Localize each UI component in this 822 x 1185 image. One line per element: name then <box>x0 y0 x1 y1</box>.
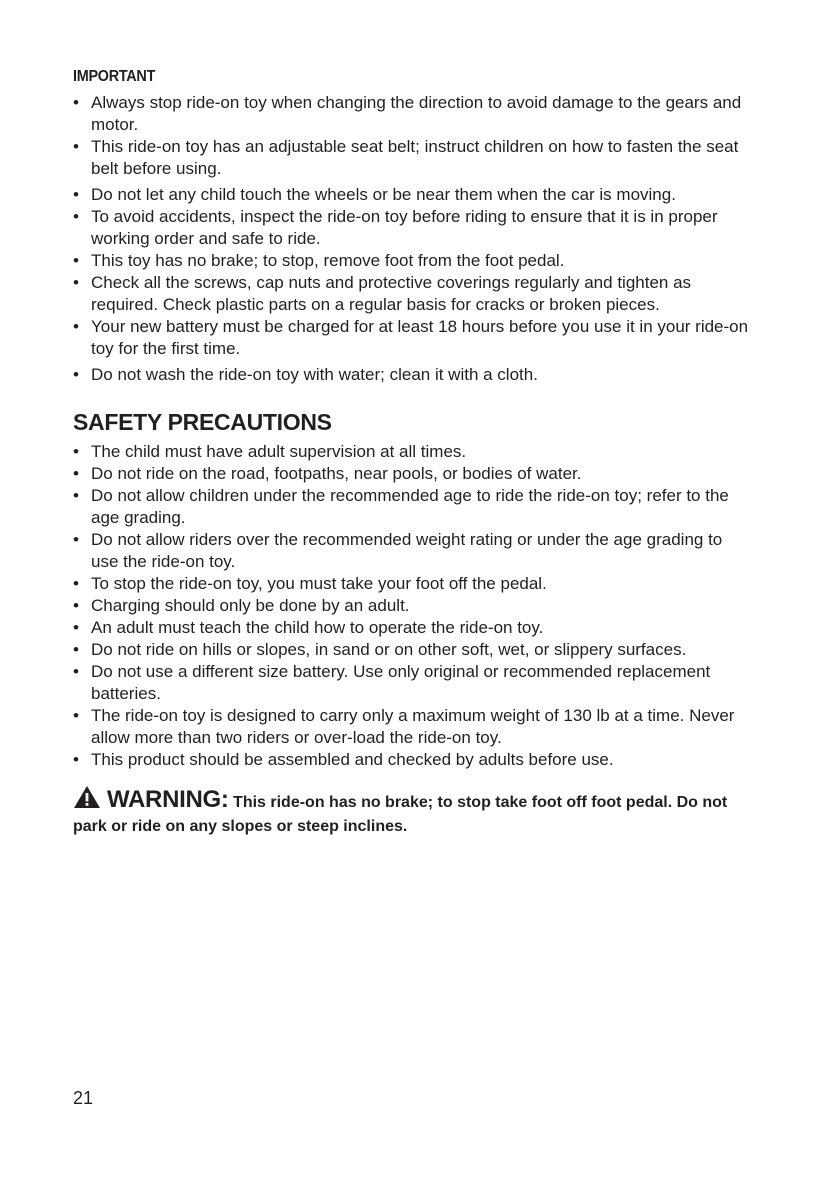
warning-label: WARNING: <box>107 786 229 813</box>
important-heading: IMPORTANT <box>73 68 156 85</box>
bullet: • <box>73 442 79 461</box>
list-item: • To avoid accidents, inspect the ride-on toy before riding to ensure that it is in proper working order and safe to ride. <box>73 207 718 248</box>
bullet: • <box>73 137 79 156</box>
list-item: • Do not ride on hills or slopes, in sand or on other soft, wet, or slippery surfaces. <box>73 640 687 659</box>
bullet: • <box>73 273 79 292</box>
warning-notice <box>73 785 753 838</box>
list-item: • This product should be assembled and checked by adults before use. <box>73 750 614 769</box>
list-item: • Your new battery must be charged for at least 18 hours before you use it in your ride-on toy for the first time. <box>73 317 749 358</box>
list-item: • An adult must teach the child how to operate the ride-on toy. <box>73 618 544 637</box>
list-item: • To stop the ride-on toy, you must take your foot off the pedal. <box>73 574 547 593</box>
bullet: • <box>73 93 79 112</box>
bullet: • <box>73 596 79 615</box>
list-item: • Do not allow children under the recommended age to ride the ride-on toy; refer to the age grading. <box>73 486 729 527</box>
warning-triangle-icon <box>73 785 101 816</box>
bullet: • <box>73 750 79 769</box>
bullet: • <box>73 618 79 637</box>
warning-text: This ride-on has no brake; to stop take foot off foot pedal. Do not park or ride on any slopes or steep inclines. <box>73 794 728 835</box>
bullet: • <box>73 317 79 336</box>
list-item: • Do not use a different size battery. Use only original or recommended replacement batteries. <box>73 662 711 703</box>
list-item: • Do not ride on the road, footpaths, near pools, or bodies of water. <box>73 464 582 483</box>
list-item: • Always stop ride-on toy when changing the direction to avoid damage to the gears and motor. <box>73 93 742 134</box>
bullet: • <box>73 464 79 483</box>
bullet: • <box>73 640 79 659</box>
page-number: 21 <box>73 1088 94 1108</box>
list-item: • Do not let any child touch the wheels or be near them when the car is moving. <box>73 185 676 204</box>
list-item: • Do not wash the ride-on toy with water; clean it with a cloth. <box>73 365 538 384</box>
list-item: • Do not allow riders over the recommended weight rating or under the age grading to use the ride-on toy. <box>73 530 723 571</box>
list-item: • The ride-on toy is designed to carry only a maximum weight of 130 lb at a time. Never allow more than two riders or over-load the ride-on toy. <box>73 706 735 747</box>
list-item: • Check all the screws, cap nuts and protective coverings regularly and tighten as required. Check plastic parts on a regular basis for cracks or broken pieces. <box>73 273 692 314</box>
bullet: • <box>73 207 79 226</box>
page-content <box>73 66 753 838</box>
list-item: • Charging should only be done by an adult. <box>73 596 410 615</box>
list-item: • The child must have adult supervision at all times. <box>73 442 467 461</box>
important-list <box>73 92 753 386</box>
list-item: • This ride-on toy has an adjustable seat belt; instruct children on how to fasten the seat belt before using. <box>73 137 739 178</box>
bullet: • <box>73 706 79 725</box>
safety-list <box>73 441 753 771</box>
bullet: • <box>73 251 79 270</box>
bullet: • <box>73 185 79 204</box>
safety-heading: SAFETY PRECAUTIONS <box>73 409 332 435</box>
list-item: • This toy has no brake; to stop, remove foot from the foot pedal. <box>73 251 565 270</box>
bullet: • <box>73 662 79 681</box>
bullet: • <box>73 530 79 549</box>
bullet: • <box>73 486 79 505</box>
bullet: • <box>73 365 79 384</box>
bullet: • <box>73 574 79 593</box>
